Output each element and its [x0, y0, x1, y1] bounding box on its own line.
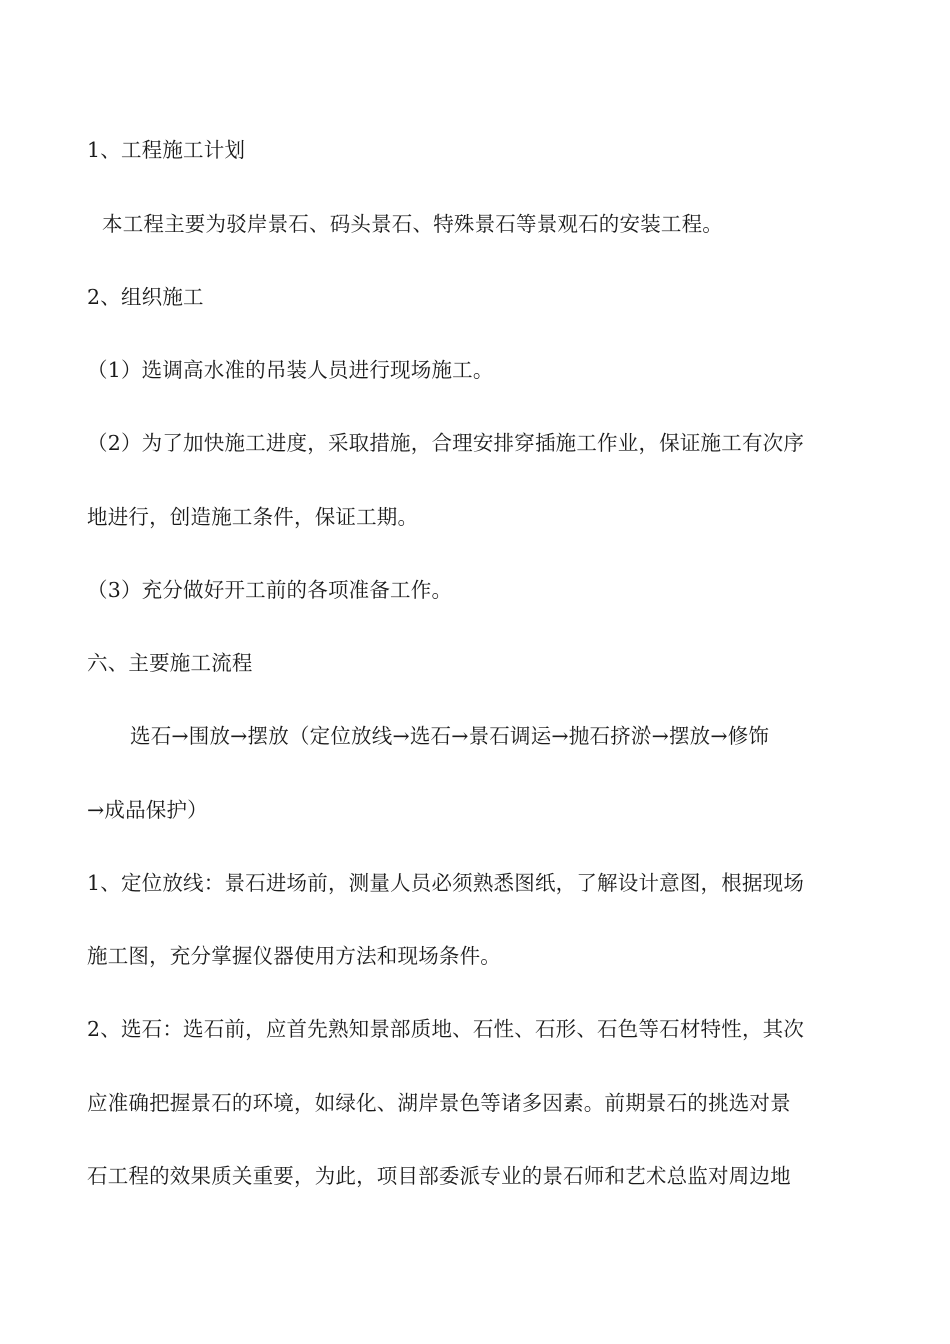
heading-main-process: 六、主要施工流程 [87, 651, 253, 675]
paragraph-stone-selection-line3: 石工程的效果质关重要，为此，项目部委派专业的景石师和艺术总监对周边地 [87, 1164, 791, 1188]
paragraph-project-scope: 本工程主要为驳岸景石、码头景石、特殊景石等景观石的安装工程。 [102, 212, 723, 236]
list-item-3: （3）充分做好开工前的各项准备工作。 [87, 578, 453, 602]
paragraph-positioning: 1、定位放线：景石进场前，测量人员必须熟悉图纸，了解设计意图，根据现场 [87, 871, 805, 895]
process-flow-text: 选石→围放→摆放（定位放线→选石→景石调运→抛石挤淤→摆放→修饰 [130, 724, 770, 748]
list-item-2: （2）为了加快施工进度，采取措施，合理安排穿插施工作业，保证施工有次序 [87, 431, 805, 455]
list-item-2-continued: 地进行，创造施工条件，保证工期。 [87, 505, 419, 529]
process-flow-text-continued: →成品保护） [87, 798, 208, 822]
paragraph-stone-selection-line2: 应准确把握景石的环境，如绿化、湖岸景色等诸多因素。前期景石的挑选对景 [87, 1091, 791, 1115]
heading-organize-construction: 2、组织施工 [87, 285, 204, 309]
paragraph-positioning-continued: 施工图，充分掌握仪器使用方法和现场条件。 [87, 944, 501, 968]
heading-construction-plan: 1、工程施工计划 [87, 138, 246, 162]
list-item-1: （1）选调高水准的吊装人员进行现场施工。 [87, 358, 494, 382]
paragraph-stone-selection: 2、选石：选石前，应首先熟知景部质地、石性、石形、石色等石材特性，其次 [87, 1017, 805, 1041]
